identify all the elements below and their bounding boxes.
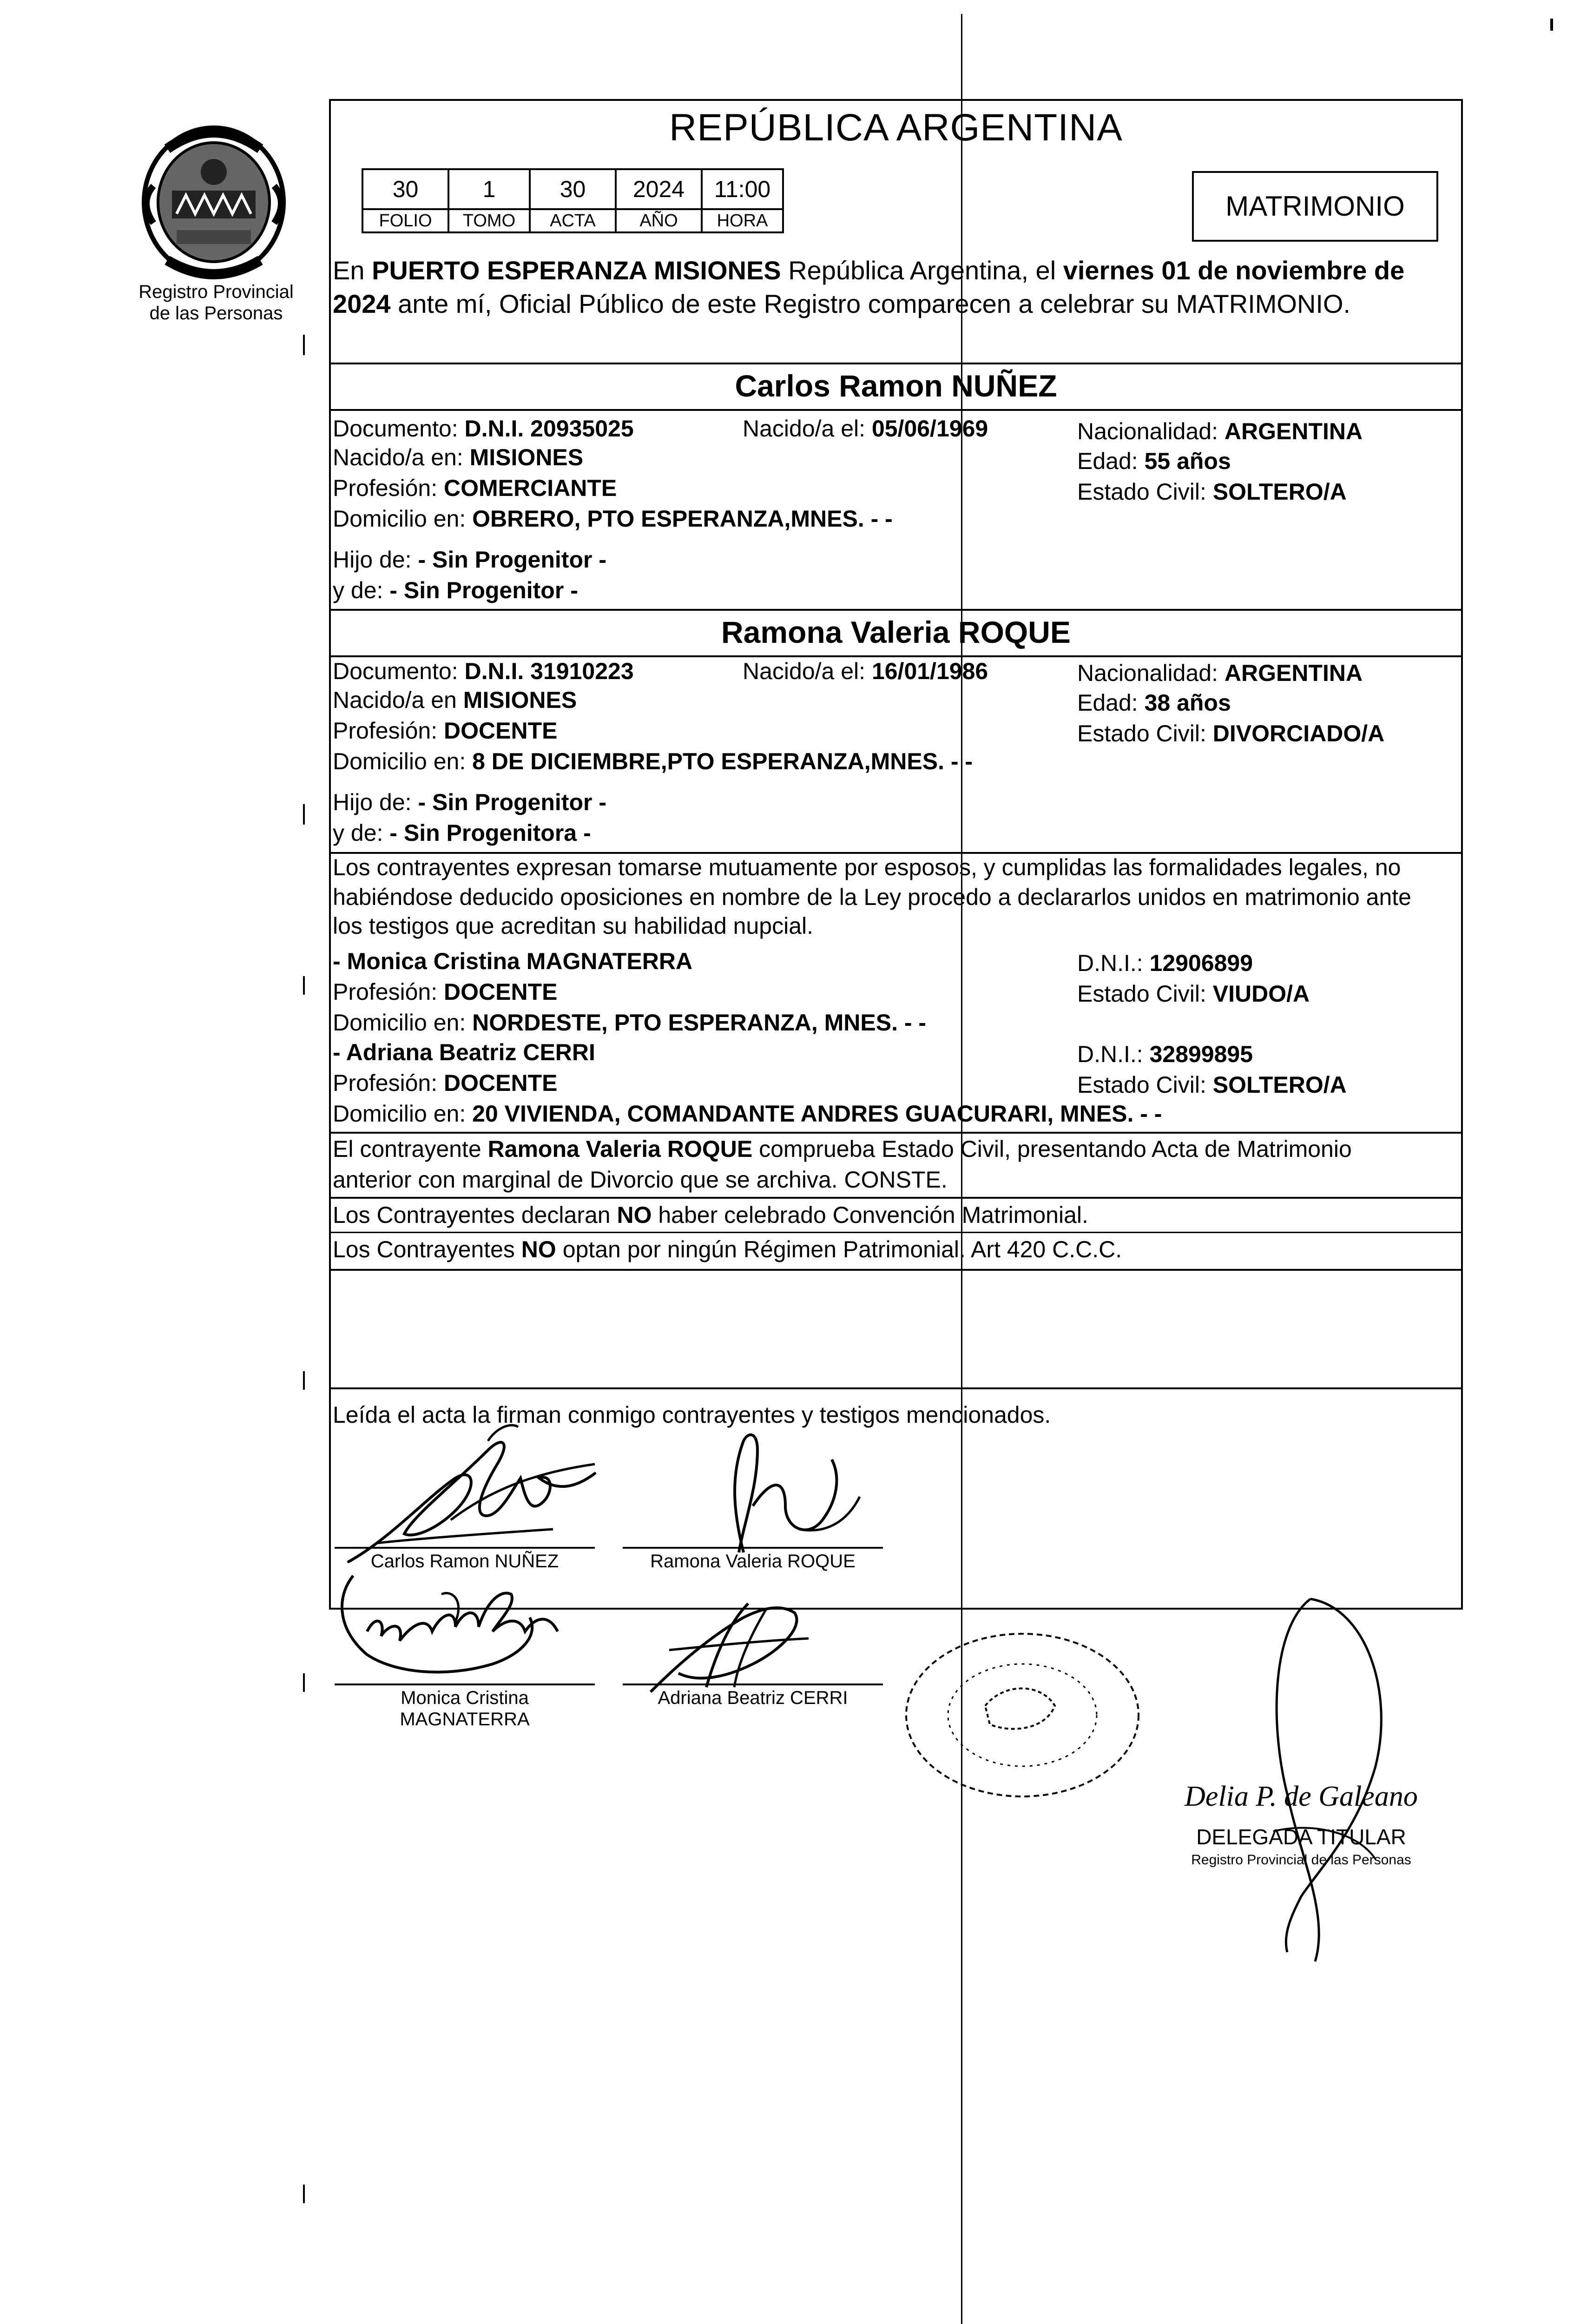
value: DIVORCIADO/A bbox=[1212, 720, 1385, 746]
folio-value: 30 bbox=[362, 169, 448, 209]
scan-speck bbox=[303, 976, 305, 995]
anio-value: 2024 bbox=[616, 169, 702, 209]
note-text: comprueba Estado Civil, presentando Acta de Matrimonio bbox=[752, 1136, 1352, 1162]
label: Nacido/a en bbox=[333, 687, 463, 713]
value: 38 años bbox=[1144, 690, 1231, 716]
intro-text: ante mí, Oficial Público de este Registro comparecen a celebrar su MATRIMONIO. bbox=[390, 289, 1351, 318]
spouse1-mother bbox=[333, 575, 578, 605]
value: DOCENTE bbox=[444, 1070, 558, 1096]
witness2-name: - Adriana Beatriz CERRI bbox=[333, 1039, 595, 1065]
spouse1-nationality bbox=[1077, 416, 1363, 446]
spouse2-age bbox=[1077, 688, 1231, 718]
intro-line1 bbox=[333, 254, 1404, 287]
divider bbox=[329, 363, 1463, 364]
note-no: NO bbox=[617, 1202, 652, 1228]
scan-speck bbox=[303, 804, 305, 825]
anio-label: AÑO bbox=[616, 209, 702, 232]
hora-label: HORA bbox=[702, 209, 783, 232]
spouse2-doc bbox=[333, 656, 634, 686]
intro-date: viernes 01 de noviembre de bbox=[1063, 256, 1405, 285]
divider bbox=[329, 1232, 1463, 1233]
spouse2-civil bbox=[1077, 719, 1384, 748]
value: SOLTERO/A bbox=[1212, 1072, 1347, 1098]
signature-caption-line1: Monica Cristina bbox=[401, 1688, 529, 1708]
intro-line2 bbox=[333, 287, 1350, 321]
registry-numbers-table bbox=[362, 168, 784, 233]
scan-speck bbox=[303, 2185, 305, 2203]
label: Nacionalidad: bbox=[1077, 660, 1224, 686]
label: Estado Civil: bbox=[1077, 981, 1213, 1007]
tomo-label: TOMO bbox=[448, 209, 530, 232]
delegate-name: Delia P. de Galeano bbox=[1185, 1781, 1418, 1812]
note-text: El contrayente bbox=[333, 1136, 488, 1162]
spouse2-born-in bbox=[333, 685, 577, 715]
spouse1-address bbox=[333, 504, 893, 534]
label: Domicilio en: bbox=[333, 1101, 473, 1127]
label: Profesión: bbox=[333, 475, 444, 501]
note-name: Ramona Valeria ROQUE bbox=[487, 1136, 753, 1162]
provincia-misiones-seal-icon bbox=[125, 121, 302, 288]
spouse1-doc bbox=[333, 414, 634, 443]
label: D.N.I.: bbox=[1077, 1041, 1150, 1067]
spouse1-born-in bbox=[333, 442, 583, 472]
spouse2-mother bbox=[333, 818, 591, 848]
value: MISIONES bbox=[463, 687, 577, 713]
logo-caption-line1: Registro Provincial bbox=[138, 282, 294, 302]
spouse1-name: Carlos Ramon NUÑEZ bbox=[735, 369, 1057, 403]
civil-status-note-line2: anterior con marginal de Divorcio que se archiva. CONSTE. bbox=[333, 1167, 948, 1193]
logo-caption-line2: de las Personas bbox=[149, 303, 283, 324]
tomo-value: 1 bbox=[448, 169, 530, 209]
value: 12906899 bbox=[1149, 950, 1253, 976]
value: 16/01/1986 bbox=[871, 658, 988, 684]
label: Documento: bbox=[333, 658, 465, 684]
value: D.N.I. 31910223 bbox=[464, 658, 634, 684]
value: - Sin Progenitor - bbox=[418, 547, 606, 573]
scan-speck bbox=[303, 335, 305, 355]
witness1-dni bbox=[1077, 948, 1253, 978]
label: Domicilio en: bbox=[333, 506, 473, 532]
scan-speck bbox=[303, 1371, 305, 1390]
label: Hijo de: bbox=[333, 789, 418, 815]
acta-value: 30 bbox=[530, 169, 616, 209]
label: Estado Civil: bbox=[1077, 1072, 1213, 1098]
note-text: Los Contrayentes declaran bbox=[333, 1202, 617, 1228]
witness2-civil bbox=[1077, 1070, 1347, 1100]
value: 05/06/1969 bbox=[871, 416, 988, 442]
spouse2-nationality bbox=[1077, 658, 1363, 688]
value: 20 VIVIENDA, COMANDANTE ANDRES GUACURARI, MNES. - - bbox=[472, 1101, 1162, 1127]
signature-monica-magnaterra bbox=[325, 1562, 604, 1692]
label: Nacido/a en: bbox=[333, 444, 470, 470]
signature-line bbox=[623, 1547, 883, 1549]
value: 55 años bbox=[1144, 448, 1231, 474]
spouse2-birth bbox=[743, 656, 988, 686]
convention-note bbox=[333, 1200, 1088, 1230]
delegate-office: Registro Provincial de las Personas bbox=[1191, 1852, 1411, 1868]
spouse2-name: Ramona Valeria ROQUE bbox=[721, 615, 1071, 649]
note-text: Los Contrayentes bbox=[333, 1236, 521, 1262]
spouse1-father bbox=[333, 545, 606, 574]
intro-text: República Argentina, el bbox=[781, 256, 1063, 285]
scan-speck bbox=[303, 1673, 305, 1692]
spouse1-civil bbox=[1077, 477, 1347, 507]
label: Profesión: bbox=[333, 718, 444, 744]
value: - Sin Progenitor - bbox=[389, 577, 578, 603]
delegate-title: DELEGADA TITULAR bbox=[1196, 1825, 1406, 1849]
witness1-name: - Monica Cristina MAGNATERRA bbox=[333, 948, 693, 974]
label: y de: bbox=[333, 820, 390, 846]
divider bbox=[329, 1387, 1463, 1389]
label: Profesión: bbox=[333, 979, 444, 1005]
scan-speck bbox=[1550, 19, 1553, 31]
label: Domicilio en: bbox=[333, 1010, 473, 1036]
spouse2-profession bbox=[333, 716, 557, 746]
value: - Sin Progenitora - bbox=[389, 820, 591, 846]
signature-caption: Ramona Valeria ROQUE bbox=[650, 1551, 856, 1571]
regime-note bbox=[333, 1235, 1122, 1264]
label: y de: bbox=[333, 577, 390, 603]
label: D.N.I.: bbox=[1077, 950, 1150, 976]
divider bbox=[329, 1197, 1463, 1199]
divider bbox=[329, 609, 1463, 611]
act-type-box: MATRIMONIO bbox=[1192, 171, 1438, 242]
folio-label: FOLIO bbox=[362, 209, 448, 232]
logo-caption bbox=[107, 281, 325, 324]
label: Documento: bbox=[333, 416, 465, 442]
closing-statement: Leída el acta la firman conmigo contrayentes y testigos mencionados. bbox=[333, 1402, 1051, 1428]
value: DOCENTE bbox=[444, 979, 558, 1005]
value: ARGENTINA bbox=[1224, 418, 1363, 444]
value: DOCENTE bbox=[444, 718, 558, 744]
value: NORDESTE, PTO ESPERANZA, MNES. - - bbox=[472, 1010, 927, 1036]
label: Edad: bbox=[1077, 448, 1145, 474]
page-title: REPÚBLICA ARGENTINA bbox=[669, 106, 1123, 149]
intro-year: 2024 bbox=[333, 289, 391, 318]
note-text: haber celebrado Convención Matrimonial. bbox=[652, 1202, 1088, 1228]
note-no: NO bbox=[521, 1236, 556, 1262]
declaration-line2: habiéndose deducido oposiciones en nombre de la Ley procedo a declararlos unidos en matrimonio ante bbox=[333, 884, 1411, 910]
signature-caption: Carlos Ramon NUÑEZ bbox=[370, 1551, 559, 1571]
value: D.N.I. 20935025 bbox=[464, 416, 634, 442]
value: VIUDO/A bbox=[1212, 981, 1310, 1007]
divider bbox=[329, 1132, 1463, 1134]
spouse1-birth bbox=[743, 414, 988, 443]
declaration-line3: los testigos que acreditan su habilidad nupcial. bbox=[333, 913, 814, 939]
value: 32899895 bbox=[1149, 1041, 1253, 1067]
spouse2-father bbox=[333, 787, 606, 817]
signature-line bbox=[623, 1684, 883, 1685]
value: - Sin Progenitor - bbox=[418, 789, 606, 815]
label: Nacionalidad: bbox=[1077, 418, 1224, 444]
witness1-profession bbox=[333, 977, 557, 1007]
label: Estado Civil: bbox=[1077, 479, 1213, 505]
value: COMERCIANTE bbox=[444, 475, 617, 501]
signature-caption-line2: MAGNATERRA bbox=[400, 1709, 530, 1730]
intro-text: En bbox=[333, 256, 372, 285]
value: SOLTERO/A bbox=[1212, 479, 1347, 505]
divider bbox=[329, 409, 1463, 411]
label: Estado Civil: bbox=[1077, 720, 1213, 746]
witness2-dni bbox=[1077, 1039, 1253, 1069]
intro-place: PUERTO ESPERANZA MISIONES bbox=[372, 256, 781, 285]
signature-caption: Adriana Beatriz CERRI bbox=[658, 1688, 848, 1708]
official-seal-icon bbox=[892, 1627, 1152, 1803]
witness2-profession bbox=[333, 1068, 557, 1098]
delegate-signature bbox=[1134, 1571, 1459, 1980]
signature-caption bbox=[335, 1687, 595, 1730]
value: OBRERO, PTO ESPERANZA,MNES. - - bbox=[472, 506, 893, 532]
witness1-civil bbox=[1077, 979, 1310, 1009]
signature-line bbox=[335, 1684, 595, 1685]
value: MISIONES bbox=[469, 444, 584, 470]
declaration-line1: Los contrayentes expresan tomarse mutuamente por esposos, y cumplidas las formalidades legales, no bbox=[333, 854, 1401, 880]
spouse1-profession bbox=[333, 473, 617, 503]
signature-line bbox=[335, 1547, 595, 1549]
label: Hijo de: bbox=[333, 547, 418, 573]
label: Profesión: bbox=[333, 1070, 444, 1096]
witness2-address bbox=[333, 1099, 1162, 1129]
signature-ramona-roque bbox=[688, 1422, 883, 1562]
acta-label: ACTA bbox=[530, 209, 616, 232]
value: 8 DE DICIEMBRE,PTO ESPERANZA,MNES. - - bbox=[472, 748, 973, 774]
label: Nacido/a el: bbox=[743, 416, 872, 442]
hora-value: 11:00 bbox=[702, 169, 783, 209]
note-text: optan por ningún Régimen Patrimonial. Art 420 C.C.C. bbox=[556, 1236, 1122, 1262]
spouse1-age bbox=[1077, 446, 1231, 476]
label: Edad: bbox=[1077, 690, 1145, 716]
civil-status-note-line1 bbox=[333, 1134, 1352, 1164]
label: Domicilio en: bbox=[333, 748, 473, 774]
divider bbox=[329, 1269, 1463, 1271]
witness1-address bbox=[333, 1008, 926, 1037]
spouse2-address bbox=[333, 746, 973, 776]
label: Nacido/a el: bbox=[743, 658, 872, 684]
value: ARGENTINA bbox=[1224, 660, 1363, 686]
